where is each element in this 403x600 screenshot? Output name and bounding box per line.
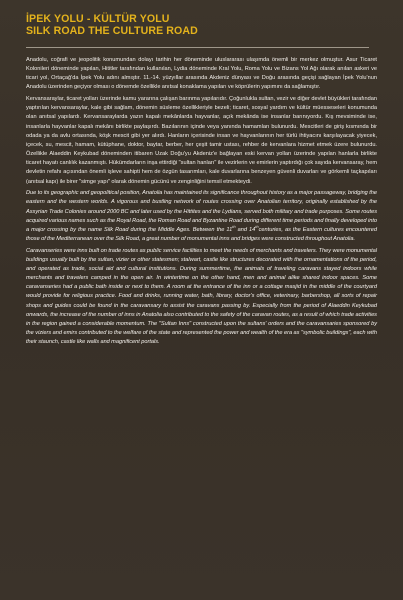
paragraph-english-2: Caravanseries were inns built on trade routes as public service facilities to meet the needs of merchants and travelers. They were monumental buildings usually built by the sultan, vizier or other statesmen; stalwart, castle like structures decorated with the ornamentations of the period, and operated as trade, social aid and cultural institutions. During summertime, the animals of traveling caravans stayed indoors while merchants and travelers camped in the open air. In wintertime on the other hand, men and animal alike shared indoor spaces. Some caravanseries had a public bath inside or next to them. A room at the entrance of the inn or a cottage masjid in the middle of the courtyard would provide for religious practice. Food and drinks, running water, bath, library, doctor's office, veterinary, barbershop, all sorts of repair shops and guides could be found in the caravansary to assist the caravans passing by. Especially from the period of Alaeddin Keykubad onwards, the increase of the number of inns in Anatolia also contributed to the safety of the caravan routes, as a result of which trade activities in the region gained a considerable momentum. The "Sultan Inns" constructed upon the sultans' orders and the caravansaries sponsored by the viziers and emirs contributed to the welfare of the state and represented the power and wealth of the era as "symbolic buildings", each with their staunch, castle like walls and magnificent portals.: [26, 247, 377, 346]
superscript-th-2: th: [255, 223, 259, 229]
paragraph-english-1-part-c: centuries, as the Eastern cultures encountered those of the Mediterranean over the Silk Road, a great number of monumental inns and bridges were constructed throughout Anatolia.: [26, 226, 377, 242]
paragraph-turkish-2: Kervansaraylar, ticaret yolları üzerinde kamu yararına çalışan barınma yapılarıdır. Çoğunlukla sultan, vezir ve diğer devlet büyükleri tarafından yaptırılan kervansaraylar, kale gibi sağlam, dönemin süsleme özellikleriyle bezeli; ticaret, sosyal yardım ve kültür müesseseleri konumunda olan anıtsal yapılardı. Kervansaraylarda yazın kapalı mekânlarda hayvanlar, açık mekânda ise insanlar barınıyordu. Kış mevsiminde ise, insanlarla hayvanlar kapalı mekânı birlikte paylaşırdı. Bazılarının içinde veya yanında hamamları bulunurdu. Mescitleri de giriş kısmında bir odada ya da avlu ortasında, köşk mescit gibi yer alırdı. Hanların içerisinde insan ve hayvanlarının her türlü ihtiyacını karşılayacak yiyecek, içecek, su, mescit, hamam, kütüphane, doktor, baytar, berber, her çeşit tamir ustası, rehber de kervanlara hizmet etmek üzere bulunurdu. Özellikle Alaeddin Keykubad döneminden itibaren Uzak Doğu'yu Akdeniz'e bağlayan eski kervan yolları üzerinde yapılan hanlarla birlikte ticaret hayatı canlılık kazanmıştı. Hükümdarların inşa ettirdiği "sultan hanları" ile vezirlerin ve emirlerin yaptırdığı çok sayıda kervansaray, hem devletin refahı açısından önemli işleve sahipti hem de özgün tasarımları, kale duvarlarına benzeyen güvenli duvarları ve görkemli taçkapıları (anıtsal kapı) ile birer "simge yapı" olarak dönemin gücünü ve zenginliğini temsil etmekteydi.: [26, 96, 377, 185]
paragraph-english-1-part-a: Due to its geographic and geopolitical position, Anatolia has maintained its significance throughout history as a major passageway, bridging the eastern and the western worlds. A vigorous and bustling network of routes crossing over Anatolian territory, originally established by the Assyrian Trade Colonies around 2000 BC and later used by the Hittites and the Lydians, served both military and trade purposes. Some routes acquired various names such as the Royal Road, the Roman Road and Byzantine Road during different time periods and finally developed into a major crossing by the name Silk Road during the Middle Ages. Between the 11: [26, 190, 377, 233]
title-divider: [26, 47, 369, 48]
paragraph-english-1: [26, 189, 377, 244]
paragraph-turkish-1: Anadolu, coğrafi ve jeopolitik konumundan dolayı tarihin her döneminde uluslararası ulaşımda önemli bir merkez olmuştur. Asur Ticaret Kolonileri döneminde yapılan, Hititler tarafından kullanılan, Lydia döneminde Kral Yolu, Roma Yolu ve Bizans Yol Ağı olarak anılan askeri ve ticari yol, Ortaçağ'da İpek Yolu adını almıştır. 11.-14. yüzyıllar arasında Akdeniz dünyası ve Doğu arasında geçişi sağlayan İpek Yolu'nun Anadolu üzerinden geçiyor olması o dönemde özellikle anıtsal konaklama yapıları ve köprülerin yapımını da sağlamıştır.: [26, 57, 377, 91]
superscript-th-1: th: [232, 223, 236, 229]
paragraph-english-1-part-b: and 14: [235, 226, 256, 233]
title-turkish: İPEK YOLU - KÜLTÜR YOLU: [26, 13, 170, 25]
title-english: SILK ROAD THE CULTURE ROAD: [26, 25, 198, 37]
